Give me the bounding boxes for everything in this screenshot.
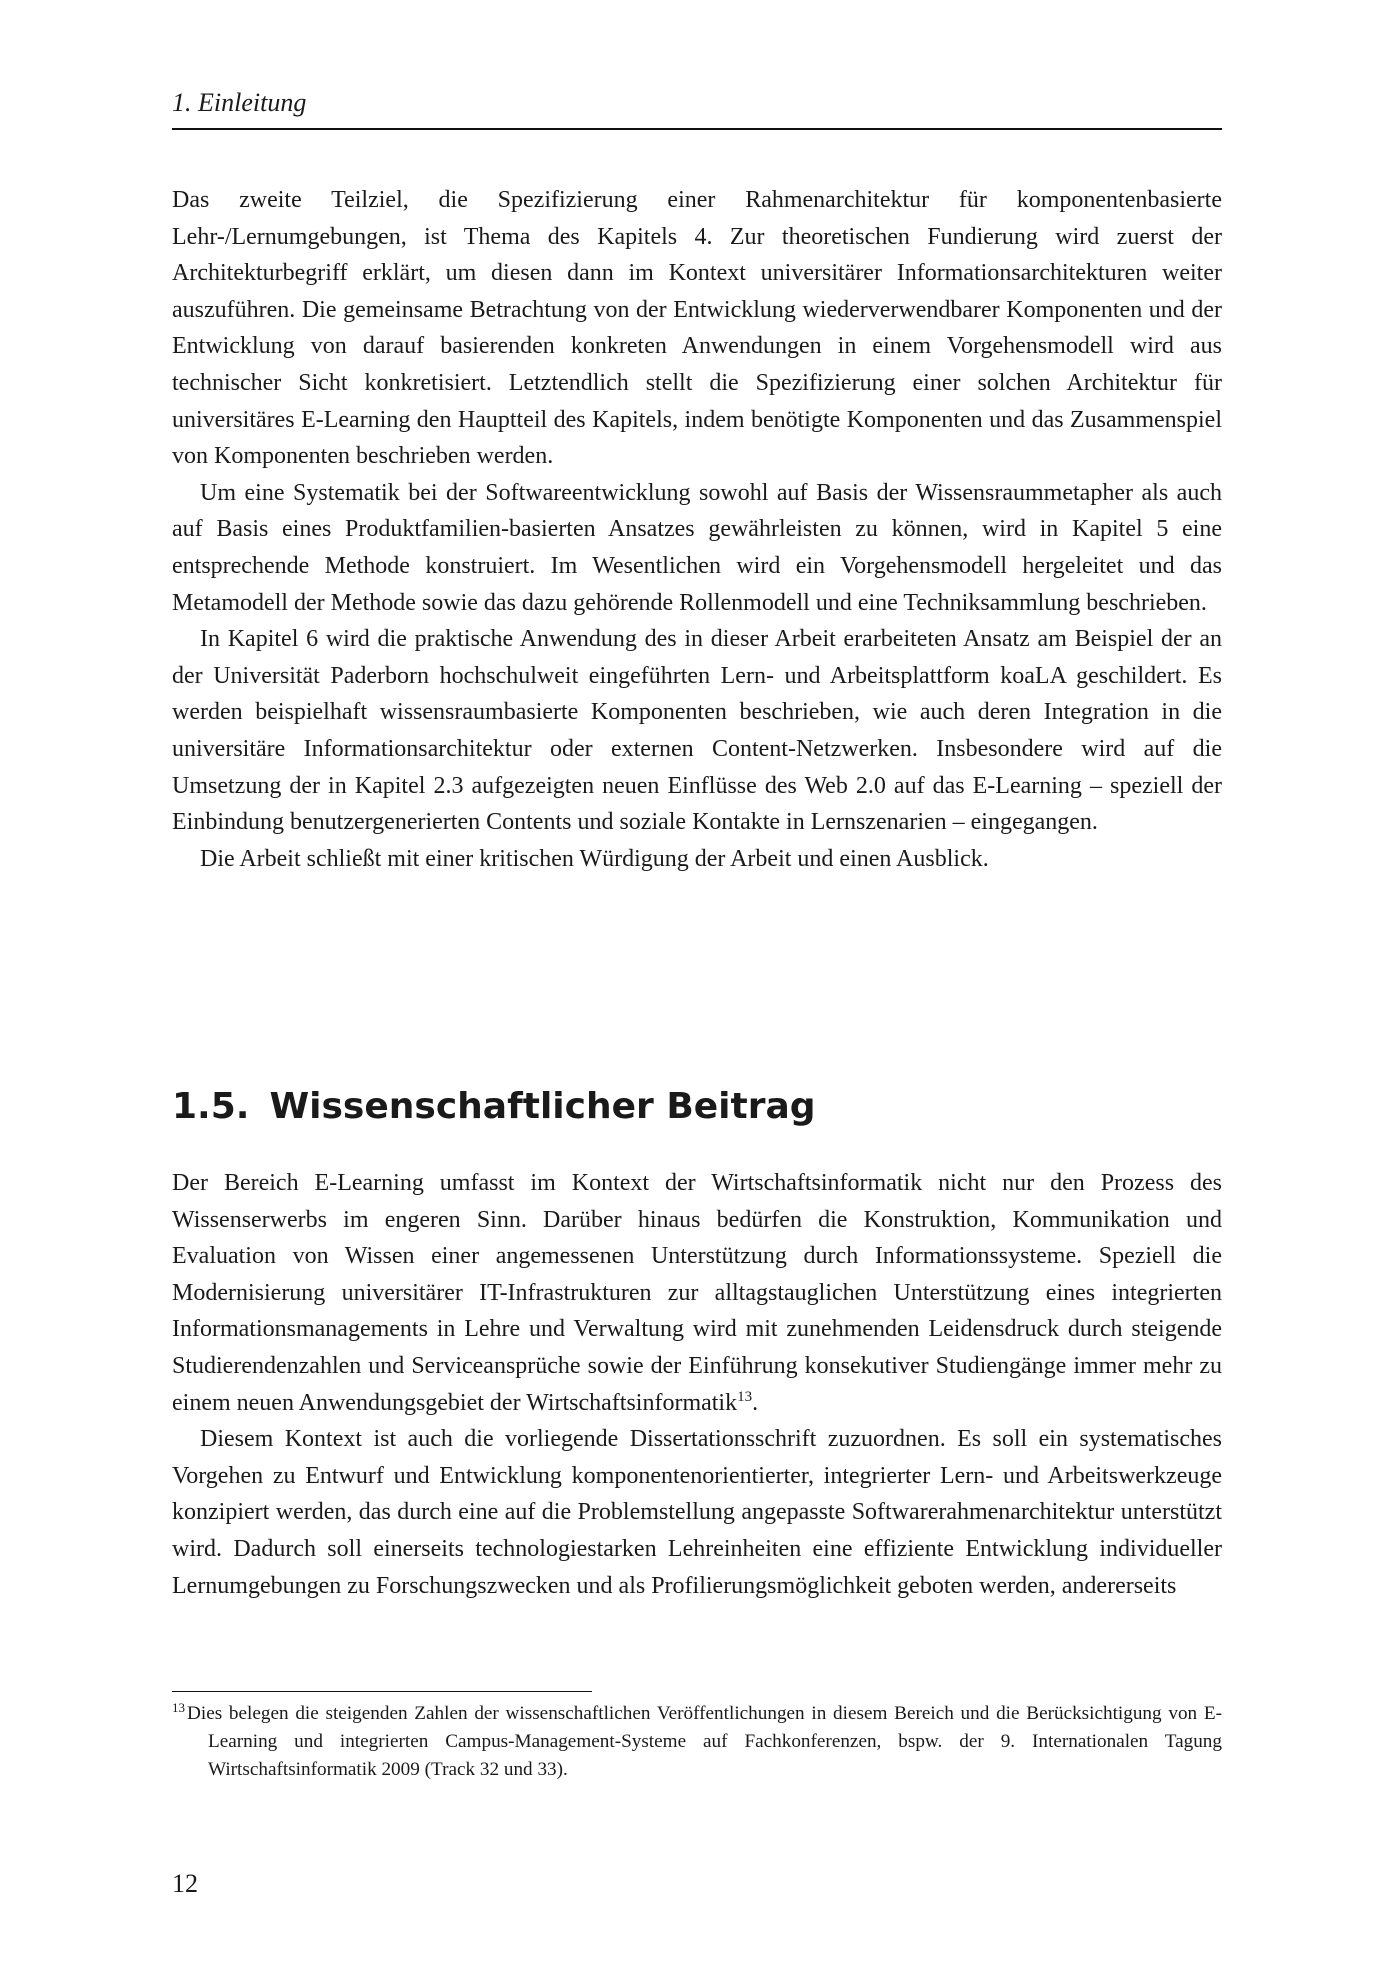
running-header: 1. Einleitung xyxy=(172,88,307,117)
paragraph-kapitel-6: In Kapitel 6 wird die praktische Anwendung des in dieser Arbeit erarbeiteten Ansatz am Beispiel der an der Universität Paderborn hochschulweit eingeführten Lern- und Arbeitsplattform koaLA geschildert. Es werden beispielhaft wissensraumbasierte Komponenten beschrieben, wie auch deren Integration in die universitäre Informationsarchitektur oder externen Content-Netzwerken. Insbesondere wird auf die Umsetzung der in Kapitel 2.3 aufgezeigten neuen Einflüsse des Web 2.0 auf das E-Learning – speziell der Einbindung benutzergenerierten Contents und soziale Kontakte in Lernszenarien – eingegangen. xyxy=(172,626,1222,836)
paragraph-kapitel-5: Um eine Systematik bei der Softwareentwicklung sowohl auf Basis der Wissensraummetapher als auch auf Basis eines Produktfamilien-basierten Ansatzes gewährleisten zu können, wird in Kapitel 5 eine entsprechende Methode konstruiert. Im Wesentlichen wird ein Vorgehensmodell hergeleitet und das Metamodell der Methode sowie das dazu gehörende Rollenmodell und eine Techniksammlung beschrieben. xyxy=(172,479,1222,616)
section-title: Wissenschaftlicher Beitrag xyxy=(269,1086,816,1127)
document-page xyxy=(172,0,1222,1969)
page-number: 12 xyxy=(172,1869,198,1898)
header-rule xyxy=(172,128,1222,130)
footnote-text: Dies belegen die steigenden Zahlen der wissenschaftlichen Veröffentlichungen in diesem Bereich und die Berücksichtigung von E-Learning und integrierten Campus-Management-Systeme auf Fachkonferenzen, bspw. der 9. Internationalen Tagung Wirtschaftsinformatik 2009 (Track 32 und 33). xyxy=(187,1703,1222,1780)
section-number: 1.5. xyxy=(172,1086,250,1127)
section-paragraph-2: Diesem Kontext ist auch die vorliegende Dissertationsschrift zuzuordnen. Es soll ein systematisches Vorgehen zu Entwurf und Entwicklung komponentenorientierter, integrierter Lern- und Arbeitswerkzeuge konzipiert werden, das durch eine auf die Problemstellung angepasste Softwarerahmenarchitektur unterstützt wird. Dadurch soll einerseits technologiestarken Lehreinheiten eine effiziente Entwicklung individueller Lernumgebungen zu Forschungszwecken und als Profilierungsmöglichkeit geboten werden, andererseits xyxy=(172,1426,1222,1599)
section-paragraph-1-text: Der Bereich E-Learning umfasst im Kontext der Wirtschaftsinformatik nicht nur den Prozess des Wissenserwerbs im engeren Sinn. Darüber hinaus bedürfen die Konstruktion, Kommunikation und Evaluation von Wissen einer angemessenen Unterstützung durch Informationssysteme. Speziell die Modernisierung universitärer IT-Infrastrukturen zur alltagstauglichen Unterstützung eines integrierten Informationsmanagements in Lehre und Verwaltung wird mit zunehmenden Leidensdruck durch steigende Studierendenzahlen und Serviceansprüche sowie der Einführung konsekutiver Studiengänge immer mehr zu einem neuen Anwendungsgebiet der Wirtschaftsinformatik xyxy=(172,1170,1222,1416)
footnote-rule xyxy=(172,1691,592,1692)
footnote-number: 13 xyxy=(172,1700,185,1715)
section-paragraph-1-end: . xyxy=(752,1389,759,1416)
footnote xyxy=(172,1700,1222,1784)
paragraph-conclusion: Die Arbeit schließt mit einer kritischen Würdigung der Arbeit und einen Ausblick. xyxy=(200,845,989,872)
section-body xyxy=(172,1165,1222,1604)
paragraph-kapitel-4: Das zweite Teilziel, die Spezifizierung einer Rahmenarchitektur für komponentenbasierte Lehr-/Lernumgebungen, ist Thema des Kapitels 4. Zur theoretischen Fundierung wird zuerst der Architekturbegriff erklärt, um diesen dann im Kontext universitärer Informationsarchitekturen weiter auszuführen. Die gemeinsame Betrachtung von der Entwicklung wiederverwendbarer Komponenten und der Entwicklung von darauf basierenden konkreten Anwendungen in einem Vorgehensmodell wird aus technischer Sicht konkretisiert. Letztendlich stellt die Spezifizierung einer solchen Architektur für universitäres E-Learning den Hauptteil des Kapitels, indem benötigte Komponenten und das Zusammenspiel von Komponenten beschrieben werden. xyxy=(172,187,1222,470)
section-heading xyxy=(172,1085,1222,1129)
footnote-reference[interactable]: 13 xyxy=(737,1388,753,1405)
chapter-overview-text xyxy=(172,182,1222,877)
section-paragraph-1 xyxy=(172,1165,1222,1421)
